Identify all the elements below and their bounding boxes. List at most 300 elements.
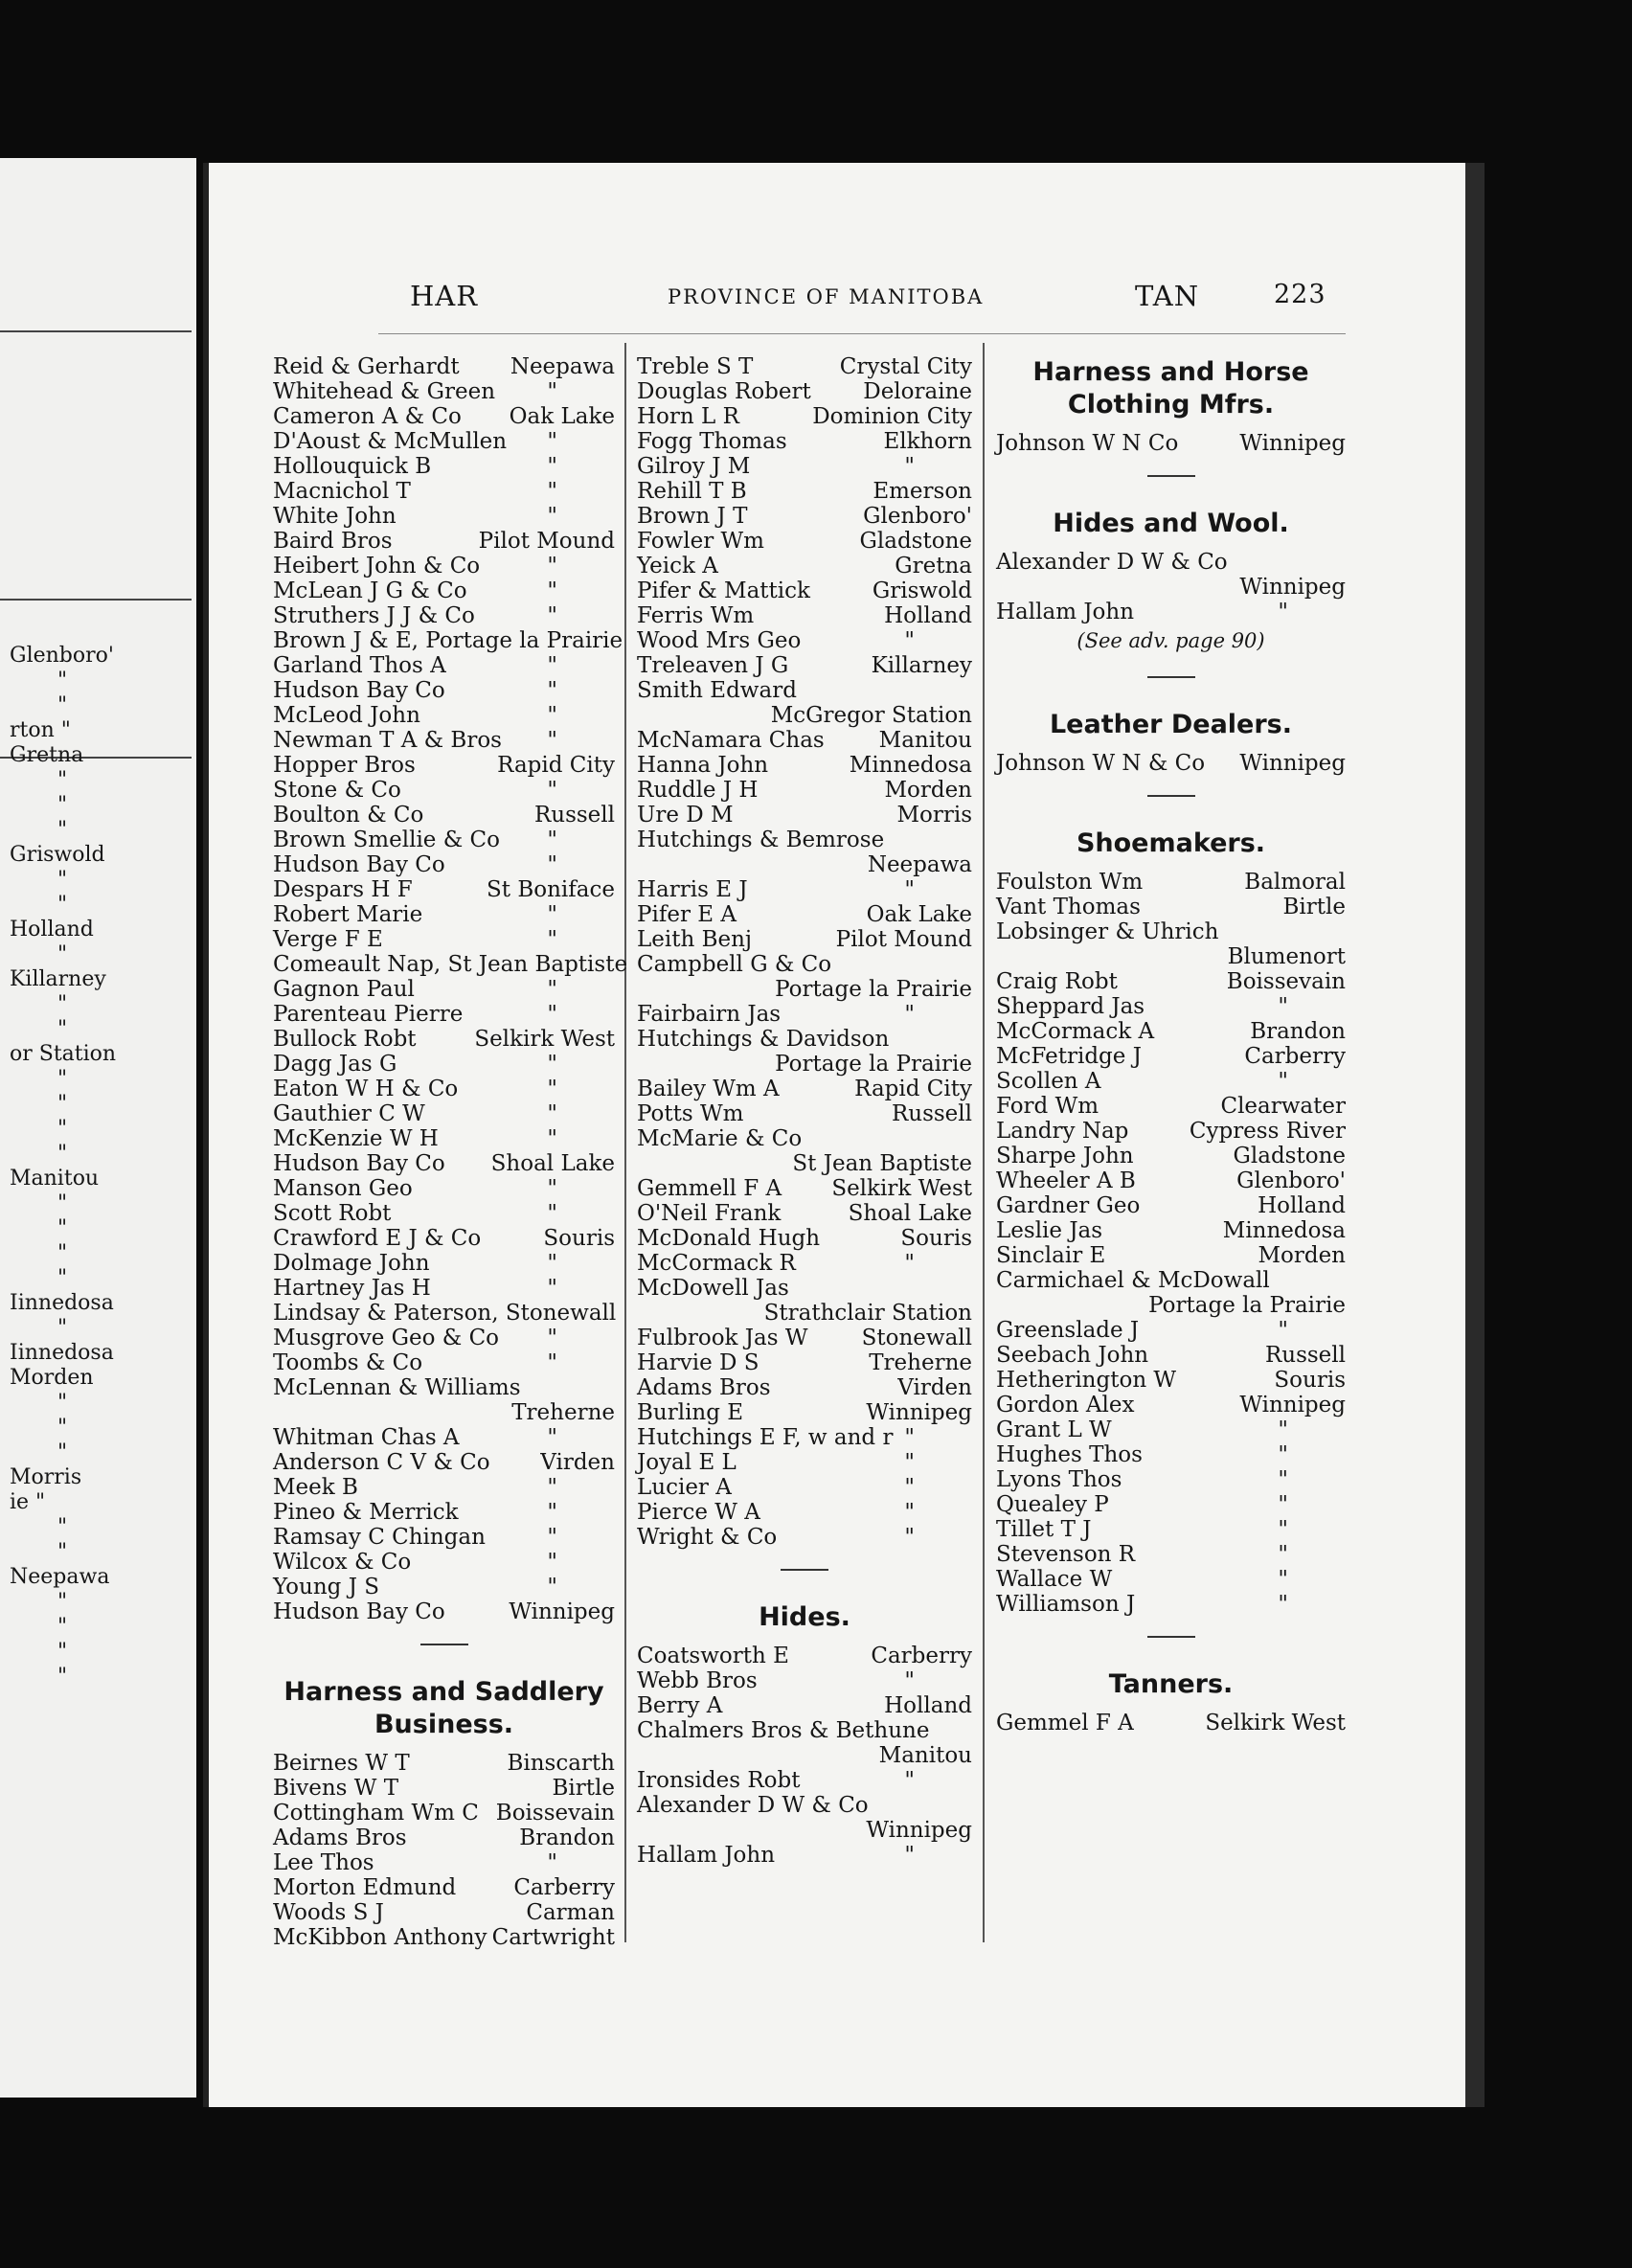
business-name: Wood Mrs Geo: [637, 628, 802, 653]
business-place: ": [547, 728, 557, 753]
business-place: ": [1278, 994, 1288, 1019]
business-name: Ruddle J H: [637, 778, 759, 803]
business-name: Anderson C V & Co: [273, 1450, 490, 1475]
business-name: Cameron A & Co: [273, 404, 462, 429]
business-place: Neepawa: [510, 354, 615, 379]
directory-entry: [273, 1151, 615, 1176]
fragment-text: ": [57, 768, 68, 792]
left-page-fragment: [0, 158, 196, 2098]
directory-entry: [637, 1151, 972, 1176]
directory-entry: [273, 379, 615, 404]
section-heading: Tanners.: [1108, 1669, 1234, 1699]
directory-entry: [637, 1743, 972, 1768]
header-left-key: HAR: [410, 280, 479, 312]
business-place: Morden: [884, 778, 972, 803]
business-name: Toombs & Co: [273, 1350, 423, 1375]
directory-entry: [637, 1251, 972, 1276]
business-name: Ramsay C Chingan: [273, 1525, 486, 1550]
business-place: Binscarth: [507, 1751, 615, 1776]
business-name: Berry A: [637, 1693, 723, 1718]
directory-entry: [996, 870, 1346, 895]
page-number: 223: [1274, 280, 1326, 309]
business-place: ": [1278, 1418, 1288, 1442]
business-name: Fogg Thomas: [637, 429, 787, 454]
business-name: McNamara Chas: [637, 728, 825, 753]
fragment-rule: [0, 330, 192, 332]
directory-entry: [637, 578, 972, 603]
directory-entry: [996, 1318, 1346, 1343]
directory-entry: [273, 1301, 615, 1326]
business-name: Douglas Robert: [637, 379, 811, 404]
business-place: ": [1278, 1318, 1288, 1343]
directory-entry: [273, 902, 615, 927]
fragment-text: ": [57, 1241, 68, 1265]
fragment-text: Holland: [10, 918, 94, 941]
business-name: Lucier A: [637, 1475, 732, 1500]
directory-entry: [637, 1768, 972, 1793]
business-place: Birtle: [552, 1776, 615, 1801]
fragment-text: ": [57, 942, 68, 966]
business-name: Gemmell F A: [637, 1176, 782, 1201]
business-place: Birtle: [1282, 895, 1346, 919]
business-place: ": [547, 1425, 557, 1450]
business-name: Pineo & Merrick: [273, 1500, 459, 1525]
directory-entry: [637, 529, 972, 554]
business-place: ": [547, 1101, 557, 1126]
business-place: ": [1278, 1542, 1288, 1567]
business-place: Killarney: [871, 653, 972, 678]
directory-entry: [273, 1350, 615, 1375]
business-place: ": [1278, 1592, 1288, 1617]
directory-entry: [273, 1850, 615, 1875]
directory-entry: [273, 429, 615, 454]
business-place: Minnedosa: [1222, 1218, 1346, 1243]
fragment-text: ": [57, 1590, 68, 1614]
section-heading: Leather Dealers.: [1049, 710, 1293, 739]
business-name: Wilcox & Co: [273, 1550, 412, 1575]
business-place: Gretna: [895, 554, 972, 578]
fragment-text: ": [57, 1191, 68, 1215]
section-separator: [273, 1624, 615, 1674]
business-place: Glenboro': [1236, 1168, 1346, 1193]
directory-entry: [273, 1925, 615, 1950]
directory-entry: [637, 1201, 972, 1226]
business-place: Brandon: [519, 1826, 615, 1850]
business-name: Struthers J J & Co: [273, 603, 475, 628]
business-place: Gladstone: [1233, 1144, 1346, 1168]
business-place: Manitou: [878, 728, 972, 753]
column-divider: [624, 343, 626, 1942]
directory-entry: [637, 1002, 972, 1027]
directory-entry: [637, 1644, 972, 1668]
directory-entry: [273, 1900, 615, 1925]
business-name: Hutchings & Bemrose: [637, 828, 885, 852]
business-place: ": [1278, 1492, 1288, 1517]
business-name: McDonald Hugh: [637, 1226, 821, 1251]
business-place: Oak Lake: [509, 404, 615, 429]
directory-entry: [273, 1826, 615, 1850]
directory-entry: [273, 1251, 615, 1276]
business-name: Baird Bros: [273, 529, 393, 554]
business-name: McFetridge J: [996, 1044, 1142, 1069]
business-place: ": [547, 852, 557, 877]
business-place: ": [547, 578, 557, 603]
directory-entry: [637, 927, 972, 952]
directory-entry: [996, 550, 1346, 575]
fragment-text: ": [57, 1266, 68, 1290]
business-place: Griswold: [872, 578, 972, 603]
directory-entry: [637, 828, 972, 852]
fragment-text: ": [57, 693, 68, 717]
business-name: Despars H F: [273, 877, 413, 902]
business-place: ": [547, 678, 557, 703]
directory-entry: [637, 554, 972, 578]
business-place: ": [904, 1251, 915, 1276]
business-place: Brandon: [1250, 1019, 1346, 1044]
business-place: ": [547, 454, 557, 479]
business-name: Tillet T J: [996, 1517, 1092, 1542]
directory-entry: [273, 1575, 615, 1599]
business-place: Holland: [884, 1693, 972, 1718]
column-a: [273, 354, 628, 1950]
business-name: Scott Robt: [273, 1201, 392, 1226]
business-name: Musgrove Geo & Co: [273, 1326, 500, 1350]
separator-dash: [1147, 475, 1195, 477]
business-name: Joyal E L: [637, 1450, 737, 1475]
directory-entry: [637, 1668, 972, 1693]
business-name: Wheeler A B: [996, 1168, 1136, 1193]
business-place: Shoal Lake: [490, 1151, 615, 1176]
header-rule: [378, 333, 1346, 334]
business-place: Virden: [540, 1450, 615, 1475]
business-name: Dagg Jas G: [273, 1052, 397, 1077]
header-right-key: TAN: [1135, 280, 1200, 312]
business-name: Hallam John: [996, 600, 1135, 624]
business-place: Winnipeg: [1239, 431, 1346, 456]
directory-entry: [273, 678, 615, 703]
business-place: Shoal Lake: [848, 1201, 972, 1226]
business-name: Hudson Bay Co: [273, 1599, 445, 1624]
business-name: Bivens W T: [273, 1776, 399, 1801]
business-name: Smith Edward: [637, 678, 797, 703]
business-place: St Jean Baptiste: [792, 1151, 972, 1176]
directory-entry: [637, 1101, 972, 1126]
business-name: Cottingham Wm C: [273, 1801, 479, 1826]
business-place: Winnipeg: [1239, 751, 1346, 776]
directory-entry: [637, 728, 972, 753]
business-name: Quealey P: [996, 1492, 1109, 1517]
business-place: ": [547, 1176, 557, 1201]
business-name: Grant L W: [996, 1418, 1112, 1442]
business-name: Hollouquick B: [273, 454, 432, 479]
business-place: Treherne: [869, 1350, 972, 1375]
business-place: Elkhorn: [883, 429, 972, 454]
header-title: PROVINCE OF MANITOBA: [668, 285, 985, 308]
fragment-text: ": [57, 1067, 68, 1091]
business-name: D'Aoust & McMullen: [273, 429, 508, 454]
business-place: Portage la Prairie: [775, 1052, 972, 1077]
directory-entry: [637, 1475, 972, 1500]
directory-entry: [996, 600, 1346, 624]
business-place: ": [1278, 600, 1288, 624]
business-place: ": [904, 1475, 915, 1500]
business-place: Russell: [533, 803, 615, 828]
business-name: Hartney Jas H: [273, 1276, 431, 1301]
business-place: ": [547, 1201, 557, 1226]
business-place: Holland: [884, 603, 972, 628]
business-name: Leith Benj: [637, 927, 753, 952]
business-name: Gagnon Paul: [273, 977, 415, 1002]
business-name: Ferris Wm: [637, 603, 755, 628]
directory-entry: [273, 1475, 615, 1500]
business-name: Brown Smellie & Co: [273, 828, 500, 852]
directory-entry: [273, 828, 615, 852]
business-name: Newman T A & Bros: [273, 728, 502, 753]
separator-dash: [420, 1644, 468, 1645]
fragment-text: Morris: [10, 1465, 82, 1489]
business-name: Meek B: [273, 1475, 358, 1500]
directory-entry: [637, 703, 972, 728]
business-place: ": [904, 628, 915, 653]
directory-entry: [273, 703, 615, 728]
directory-entry: [637, 803, 972, 828]
directory-entry: [637, 1052, 972, 1077]
business-place: Morden: [1258, 1243, 1346, 1268]
business-name: Potts Wm: [637, 1101, 744, 1126]
business-place: St Boniface: [487, 877, 615, 902]
business-place: Winnipeg: [509, 1599, 615, 1624]
business-name: Stevenson R: [996, 1542, 1136, 1567]
business-name: Seebach John: [996, 1343, 1149, 1368]
business-name: O'Neil Frank: [637, 1201, 782, 1226]
business-name: Sharpe John: [996, 1144, 1134, 1168]
business-name: Brown J & E, Portage la Prairie: [273, 628, 623, 653]
directory-entry: [637, 753, 972, 778]
business-name: McKibbon Anthony: [273, 1925, 487, 1950]
fragment-text: ": [57, 1615, 68, 1639]
business-name: Bullock Robt: [273, 1027, 417, 1052]
section-separator: [996, 776, 1346, 826]
directory-entry: [273, 454, 615, 479]
business-name: Ure D M: [637, 803, 734, 828]
business-name: Hanna John: [637, 753, 769, 778]
fragment-text: Glenboro': [10, 644, 114, 668]
directory-entry: [637, 1226, 972, 1251]
business-name: Alexander D W & Co: [637, 1793, 869, 1818]
business-name: Whitehead & Green: [273, 379, 496, 404]
separator-dash: [1147, 1636, 1195, 1638]
business-place: ": [547, 1251, 557, 1276]
business-place: McGregor Station: [770, 703, 972, 728]
fragment-text: ": [57, 1216, 68, 1240]
business-name: Bailey Wm A: [637, 1077, 780, 1101]
directory-entry: [996, 1119, 1346, 1144]
directory-entry: [637, 1525, 972, 1550]
fragment-text: Neepawa: [10, 1565, 110, 1589]
business-place: ": [547, 1500, 557, 1525]
business-place: Pilot Mound: [835, 927, 972, 952]
business-place: Carberry: [871, 1644, 972, 1668]
directory-entry: [996, 1144, 1346, 1168]
business-name: McKenzie W H: [273, 1126, 439, 1151]
directory-entry: [273, 578, 615, 603]
business-name: Hutchings & Davidson: [637, 1027, 890, 1052]
business-place: Dominion City: [812, 404, 972, 429]
business-place: ": [547, 778, 557, 803]
directory-entry: [273, 778, 615, 803]
directory-entry: [637, 603, 972, 628]
business-name: Harvie D S: [637, 1350, 759, 1375]
directory-entry: [996, 1193, 1346, 1218]
fragment-rule: [0, 599, 192, 601]
business-place: Selkirk West: [1205, 1711, 1346, 1735]
business-place: ": [904, 877, 915, 902]
business-place: Holland: [1258, 1193, 1346, 1218]
business-place: Rapid City: [854, 1077, 972, 1101]
section-heading: Shoemakers.: [1076, 828, 1266, 858]
directory-entry: [996, 1442, 1346, 1467]
business-name: Fairbairn Jas: [637, 1002, 782, 1027]
business-place: Virden: [897, 1375, 972, 1400]
business-place: ": [1278, 1467, 1288, 1492]
business-place: Cartwright: [491, 1925, 615, 1950]
business-place: Deloraine: [863, 379, 972, 404]
directory-entry: [996, 1168, 1346, 1193]
directory-entry: [996, 1044, 1346, 1069]
business-name: Heibert John & Co: [273, 554, 481, 578]
directory-entry: [996, 1094, 1346, 1119]
business-place: Stonewall: [861, 1326, 972, 1350]
fragment-text: ": [57, 1142, 68, 1166]
business-name: Lindsay & Paterson, Stonewall: [273, 1301, 617, 1326]
business-place: ": [904, 1668, 915, 1693]
directory-entry: [637, 653, 972, 678]
business-place: Neepawa: [867, 852, 972, 877]
business-place: Cypress River: [1189, 1119, 1346, 1144]
fragment-text: ": [57, 669, 68, 692]
business-name: Brown J T: [637, 504, 748, 529]
business-name: Treble S T: [637, 354, 754, 379]
business-place: Winnipeg: [866, 1400, 972, 1425]
business-place: Selkirk West: [831, 1176, 972, 1201]
directory-entry: [273, 404, 615, 429]
business-name: Harris E J: [637, 877, 748, 902]
business-name: Gemmel F A: [996, 1711, 1134, 1735]
business-name: Crawford E J & Co: [273, 1226, 482, 1251]
directory-entry: [637, 877, 972, 902]
directory-entry: [273, 1226, 615, 1251]
directory-entry: [273, 1052, 615, 1077]
fragment-text: ": [57, 1316, 68, 1340]
directory-entry: [273, 728, 615, 753]
directory-entry: [996, 1343, 1346, 1368]
directory-entry: [637, 1077, 972, 1101]
business-name: Hudson Bay Co: [273, 852, 445, 877]
directory-entry: [273, 354, 615, 379]
column-b: [637, 354, 972, 1868]
directory-entry: [996, 895, 1346, 919]
fragment-text: ": [57, 1092, 68, 1116]
business-place: ": [547, 1002, 557, 1027]
business-place: Oak Lake: [866, 902, 972, 927]
business-place: ": [547, 1575, 557, 1599]
business-name: Young J S: [273, 1575, 379, 1599]
fragment-text: ie ": [10, 1490, 46, 1514]
directory-entry: [637, 1450, 972, 1475]
directory-entry: [273, 1027, 615, 1052]
directory-entry: [996, 1393, 1346, 1418]
fragment-text: ": [57, 1391, 68, 1415]
directory-entry: [996, 1467, 1346, 1492]
fragment-text: ": [57, 893, 68, 917]
business-name: Lobsinger & Uhrich: [996, 919, 1219, 944]
business-name: Wright & Co: [637, 1525, 778, 1550]
business-name: Sheppard Jas: [996, 994, 1145, 1019]
section-heading: Harness and Horse Clothing Mfrs.: [1032, 357, 1309, 420]
fragment-text: or Station: [10, 1042, 117, 1066]
business-place: Treherne: [511, 1400, 615, 1425]
directory-entry: [273, 1326, 615, 1350]
section-heading: Harness and Saddlery Business.: [283, 1677, 604, 1739]
business-name: Johnson W N & Co: [996, 751, 1206, 776]
section-heading: Hides.: [759, 1602, 850, 1632]
directory-entry: [637, 952, 972, 977]
directory-entry: [637, 1375, 972, 1400]
business-place: ": [547, 1525, 557, 1550]
business-place: Portage la Prairie: [1148, 1293, 1346, 1318]
directory-entry: [637, 902, 972, 927]
directory-entry: [637, 778, 972, 803]
directory-entry: [273, 1400, 615, 1425]
business-place: Glenboro': [863, 504, 972, 529]
directory-entry: [273, 1201, 615, 1226]
directory-entry: [637, 1176, 972, 1201]
business-name: Burling E: [637, 1400, 744, 1425]
business-name: Hughes Thos: [996, 1442, 1143, 1467]
directory-entry: [637, 379, 972, 404]
business-name: Morton Edmund: [273, 1875, 457, 1900]
section-heading: Hides and Wool.: [1053, 509, 1289, 538]
business-name: Horn L R: [637, 404, 739, 429]
fragment-text: Iinnedosa: [10, 1291, 114, 1315]
business-name: Boulton & Co: [273, 803, 424, 828]
business-place: Gladstone: [859, 529, 972, 554]
directory-entry: [273, 1002, 615, 1027]
directory-entry: [273, 927, 615, 952]
business-place: Manitou: [878, 1743, 972, 1768]
directory-entry: [273, 1500, 615, 1525]
directory-entry: [273, 753, 615, 778]
business-place: Balmoral: [1244, 870, 1346, 895]
business-place: ": [547, 379, 557, 404]
business-place: Souris: [543, 1226, 615, 1251]
fragment-text: ": [57, 1440, 68, 1464]
directory-entry: [637, 1027, 972, 1052]
directory-entry: [273, 1776, 615, 1801]
business-place: Carberry: [1244, 1044, 1346, 1069]
directory-entry: [637, 1693, 972, 1718]
business-name: Rehill T B: [637, 479, 747, 504]
directory-entry: [637, 1793, 972, 1818]
business-name: Hudson Bay Co: [273, 1151, 445, 1176]
directory-entry: [637, 429, 972, 454]
directory-entry: [996, 1418, 1346, 1442]
directory-entry: [273, 603, 615, 628]
business-place: ": [547, 554, 557, 578]
business-name: Craig Robt: [996, 969, 1118, 994]
directory-entry: [637, 678, 972, 703]
directory-entry: [273, 1101, 615, 1126]
